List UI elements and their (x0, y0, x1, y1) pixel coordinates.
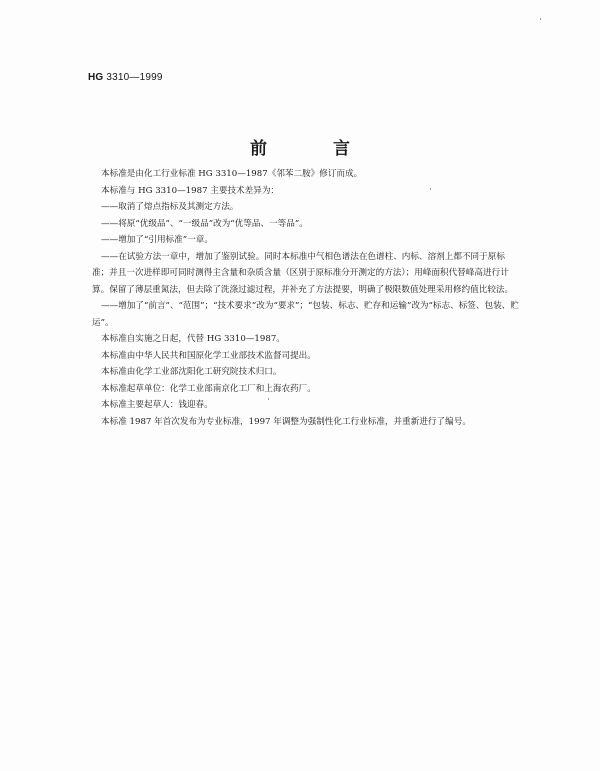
difference-item-normative-references: ——增加了“引用标准”一章。 (101, 235, 213, 245)
page-title: 前 言 (250, 139, 380, 159)
standard-code-number: 3310—1999 (106, 72, 163, 83)
paragraph-revision-source: 本标准是由化工行业标准 HG 3310—1987《邻苯二胺》修订而成。 (101, 169, 363, 179)
paragraph-drafter: 本标准主要起草人：钱迎春。 (101, 400, 213, 410)
standard-code (88, 72, 163, 83)
foreword-body (92, 166, 522, 430)
difference-item-test-methods: ——在试验方法一章中，增加了鉴别试验。同时本标准中气相色谱法在色谱柱、内标、溶剂上都不同于原标准；并且一次进样即可同时测得主含量和杂质含量（区别于原标准分开测定的方法）；用峰面积代替峰高进行计算。保留了薄层重氮法，但去除了洗涤过滤过程，并补充了方法提要，明确了极限数值处理采用修约值比较法。 (92, 251, 514, 295)
paragraph-proposed-by: 本标准由中华人民共和国原化学工业部技术监督司提出。 (101, 350, 316, 361)
paragraph-replacement: 本标准自实施之日起，代替 HG 3310—1987。 (101, 334, 285, 344)
scan-speck (430, 188, 431, 190)
paragraph-history: 本标准 1987 年首次发布为专业标准，1997 年调整为强制性化工行业标准，并重新进行了编号。 (101, 416, 471, 427)
scan-speck (268, 398, 269, 400)
paragraph-differences-intro: 本标准与 HG 3310—1987 主要技术差异为： (101, 185, 280, 196)
standard-code-prefix: HG (88, 72, 104, 83)
paragraph-drafting-units: 本标准起草单位：化学工业部南京化工厂和上海农药厂。 (101, 383, 316, 394)
scan-speck (540, 18, 541, 20)
difference-item-melting-point: ——取消了熔点指标及其测定方法。 (101, 202, 239, 212)
difference-item-sections: ——增加了“前言”、“范围”；“技术要求”改为“要求”；“包装、标志、贮存和运输”改为“标志、标签、包装、贮运”。 (92, 301, 519, 328)
difference-item-grades: ——将原“优级品”、“一级品”改为“优等品、一等品”。 (101, 218, 308, 229)
paragraph-technical-committee: 本标准由化学工业部沈阳化工研究院技术归口。 (101, 367, 282, 377)
